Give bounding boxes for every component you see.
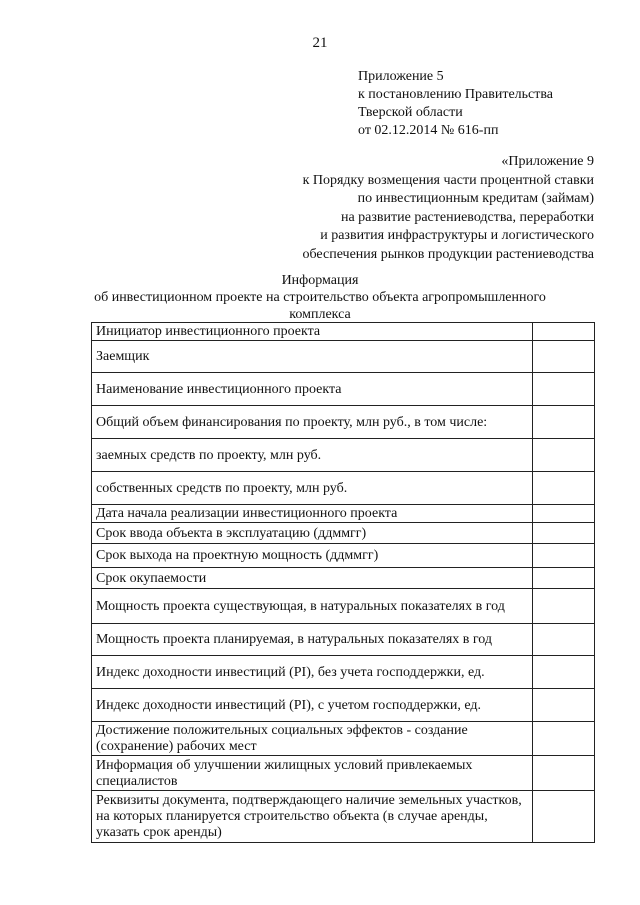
row-label: Заемщик xyxy=(92,341,533,373)
row-value-cell[interactable] xyxy=(533,472,595,505)
row-label: Индекс доходности инвестиций (PI), с учетом господдержки, ед. xyxy=(92,689,533,722)
row-label: Реквизиты документа, подтверждающего наличие земельных участков, на которых планируется строительство объекта (в случае аренды, указать срок аренды) xyxy=(92,791,533,843)
row-value-cell[interactable] xyxy=(533,505,595,523)
row-label: Индекс доходности инвестиций (PI), без учета господдержки, ед. xyxy=(92,656,533,689)
row-label: Срок ввода объекта в эксплуатацию (ддммгг) xyxy=(92,523,533,544)
row-label: Достижение положительных социальных эффектов - создание (сохранение) рабочих мест xyxy=(92,722,533,756)
attachment-region: Тверской области xyxy=(358,105,463,120)
table-row xyxy=(92,656,595,689)
row-value-cell[interactable] xyxy=(533,439,595,472)
row-label: заемных средств по проекту, млн руб. xyxy=(92,439,533,472)
row-value-cell[interactable] xyxy=(533,523,595,544)
table-row xyxy=(92,568,595,589)
row-value-cell[interactable] xyxy=(533,323,595,341)
annex-line: «Приложение 9 xyxy=(501,154,594,169)
row-label: собственных средств по проекту, млн руб. xyxy=(92,472,533,505)
row-label: Мощность проекта планируемая, в натуральных показателях в год xyxy=(92,624,533,656)
attachment-title: Приложение 5 xyxy=(358,69,444,84)
annex-block xyxy=(302,153,594,264)
table-row xyxy=(92,756,595,791)
annex-line: обеспечения рынков продукции растениеводства xyxy=(302,246,594,262)
row-value-cell[interactable] xyxy=(533,656,595,689)
table-row xyxy=(92,791,595,843)
row-label: Мощность проекта существующая, в натуральных показателях в год xyxy=(92,589,533,624)
row-value-cell[interactable] xyxy=(533,406,595,439)
row-value-cell[interactable] xyxy=(533,624,595,656)
info-heading xyxy=(0,272,640,323)
heading-title: Информация xyxy=(281,273,359,288)
table-row xyxy=(92,722,595,756)
table-row xyxy=(92,406,595,439)
table-row xyxy=(92,544,595,568)
row-label: Срок окупаемости xyxy=(92,568,533,589)
annex-line: и развития инфраструктуры и логистического xyxy=(320,228,594,243)
row-value-cell[interactable] xyxy=(533,568,595,589)
annex-line: по инвестиционным кредитам (займам) xyxy=(357,191,594,206)
row-value-cell[interactable] xyxy=(533,373,595,406)
row-value-cell[interactable] xyxy=(533,722,595,756)
attachment-resolution: к постановлению Правительства xyxy=(358,87,554,102)
row-label: Общий объем финансирования по проекту, млн руб., в том числе: xyxy=(92,406,533,439)
attachment-block xyxy=(358,68,553,140)
heading-subtitle-line2: комплекса xyxy=(289,307,351,322)
annex-line: на развитие растениеводства, переработки xyxy=(340,209,594,225)
table-row xyxy=(92,624,595,656)
row-value-cell[interactable] xyxy=(533,689,595,722)
row-label: Инициатор инвестиционного проекта xyxy=(92,323,533,341)
row-value-cell[interactable] xyxy=(533,341,595,373)
table-row xyxy=(92,523,595,544)
attachment-date-number: от 02.12.2014 № 616-пп xyxy=(358,123,499,138)
row-value-cell[interactable] xyxy=(533,544,595,568)
table-row xyxy=(92,439,595,472)
table-row xyxy=(92,341,595,373)
page-number: 21 xyxy=(312,35,328,51)
table-row xyxy=(92,689,595,722)
row-label: Дата начала реализации инвестиционного проекта xyxy=(92,505,533,523)
table-row xyxy=(92,589,595,624)
project-info-table xyxy=(91,322,595,843)
row-value-cell[interactable] xyxy=(533,589,595,624)
row-label: Срок выхода на проектную мощность (ддммгг) xyxy=(92,544,533,568)
row-value-cell[interactable] xyxy=(533,756,595,791)
table-row xyxy=(92,505,595,523)
heading-subtitle-line1: об инвестиционном проекте на строительство объекта агропромышленного xyxy=(94,290,546,305)
annex-line: к Порядку возмещения части процентной ставки xyxy=(302,172,594,188)
table-row xyxy=(92,472,595,505)
row-label: Информация об улучшении жилищных условий привлекаемых специалистов xyxy=(92,756,533,791)
table-row xyxy=(92,323,595,341)
row-label: Наименование инвестиционного проекта xyxy=(92,373,533,406)
row-value-cell[interactable] xyxy=(533,791,595,843)
table-row xyxy=(92,373,595,406)
